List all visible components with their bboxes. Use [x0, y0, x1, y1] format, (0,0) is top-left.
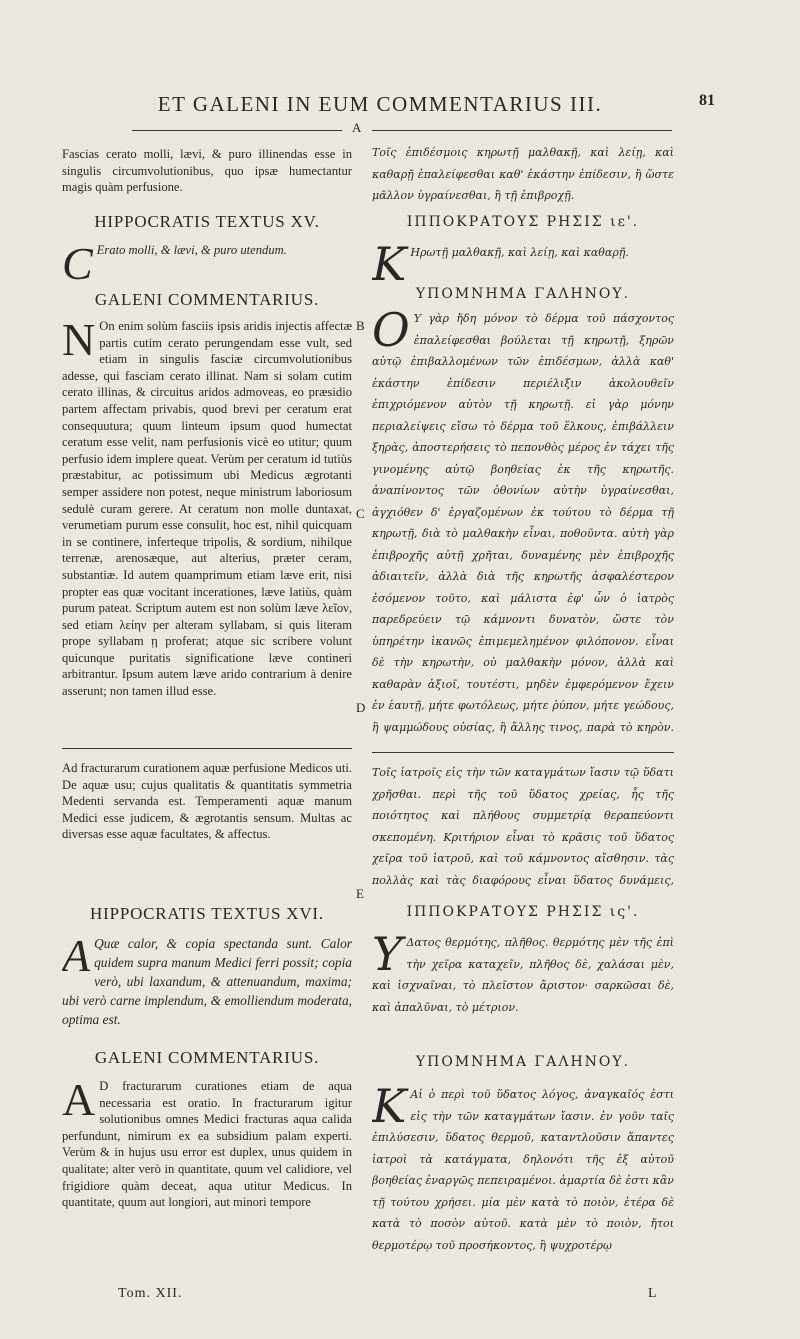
- greek-commentary-heading-2: ΥΠΟΜΝΗΜΑ ΓΑΛΗΝΟΥ.: [415, 1054, 631, 1070]
- greek-heading-rhesis-xvi: ΙΠΠΟΚΡΑΤΟΥΣ ΡΗΣΙΣ ις'.: [406, 904, 640, 920]
- latin-commentary-2: [62, 1078, 352, 1228]
- latin-commentary-1-body: On enim solùm fasciis ipsis aridis injectis affectæ partis cutim cerato perungendam esse vult, sed etiam in singulis fasciæ circumvolutionibus adesse, qui fasciam cerato illinat. Nam si solam cutim cerato illinas, & circuitus aridos admoveas, eo præsidio partem affectam privabis, quod brevi per ceratum erat consequutura; quum linteum ipsum quod humectat ceratum esse velit, nam perfusionis vicè eo utitur; quum perfusio idem implere queat. Verùm per ceratum id tutiùs præstabitur, ac potissimum ubi Medicus ægrotanti semper assidere non potest, neque ministrum laboriosum sedulè curam gerere. At ceratum non molle duntaxat, verumetiam purum esse consulit, hoc est, nihil quicquam in se continere, inferteque tripolis, & sordium, nihilque terrenæ, arenosæque, aut alterius, præter ceram, substantiæ. Id autem quamprimum etiam læve erit, nisi propter eas quæ vocitant incerationes, læve latiùs, quàm purum pateat. Scriptum autem est non solùm læve λεῖον, sed etiam λείην per alteram syllabam, si quis literam prope syllabam ῃ proferat; atque sic scribere volunt quicunque puritatis significatione læve contineri arbitrantur. Ipsum autem læve arido contrarium à denire asserunt; non tamen illud esse.: [62, 319, 352, 699]
- dropcap: Κ: [372, 1084, 407, 1133]
- greek-column: [372, 142, 674, 740]
- greek-commentary-1: [372, 308, 674, 740]
- dropcap: Υ: [372, 932, 403, 981]
- page-number: 81: [699, 92, 715, 109]
- latin-intro: Fascias cerato molli, lævi, & puro illinendas esse in singulis circumvolutionibus, quo ipsæ humectantur magis quàm perfusione.: [62, 147, 352, 195]
- latin-commentary-2-body: D fracturarum curationes etiam de aqua necessaria est oratio. In fracturarum igitur solutionibus omnes Medici fracturas aqua calida perfundunt, nimirum ex ea subsidium palam experti. Verùm & in hujus usu error est duplex, unus quidem in qualitate; alter verò in quantitate, quum vel calidiore, vel frigidiore quàm deceat, aqua utitur Medicus. In quantitate, quum aut longiori, aut minori tempore: [62, 1079, 352, 1210]
- dropcap: N: [62, 318, 96, 365]
- greek-summary-xvi: Τοῖς ἰατροῖς εἰς τὴν τῶν καταγμάτων ἴασιν τῷ ὕδατι χρῆσθαι. περὶ τῆς τοῦ ὕδατος χρείας, ἧς τῆς ποιότητος καὶ πλήθους συμμετρίᾳ θεραπεύοντι σκεπομένη. Κριτήριον εἶναι τὸ κρᾶσις τοῦ ὕδατος χεῖρα τοῦ ἰατροῦ, καὶ τοῦ κάμνοντος αἴσθησιν. τὰς πολλὰς καὶ τὰς διαφόρους εἶναι ὕδατος δυνάμεις,: [372, 766, 674, 887]
- greek-text-xvi: [372, 932, 674, 1042]
- section-rule-left: [62, 748, 352, 749]
- dropcap: A: [62, 1078, 96, 1125]
- latin-column: [62, 146, 352, 716]
- greek-commentary-2-body: Αἰ ὁ περὶ τοῦ ὕδατος λόγος, ἀναγκαῖός ἐστι εἰς τὴν τῶν καταγμάτων ἴασιν. ἐν γοῦν ταῖς ἐπιλύσεσιν, ὕδατος θερμοῦ, καταντλοῦσιν ἅπαντες ἰατροὶ τὰ κατάγματα, δηλονότι τῆς ἐξ αὐτοῦ βοηθείας ἐναργῶς πεπειραμένοι. ἁμαρτία δὲ ἐστι κἂν τῇ τούτου χρήσει. μία μὲν κατὰ τὸ ποιὸν, ἑτέρα δὲ κατὰ τὸ ποσὸν αὐτοῦ. κατὰ μὲν τὸ ποιὸν, ἤτοι θερμοτέρῳ τοῦ προσήκοντος, ἢ ψυχροτέρῳ: [372, 1088, 674, 1252]
- greek-commentary-heading-1: ΥΠΟΜΝΗΜΑ ΓΑΛΗΝΟΥ.: [415, 286, 631, 302]
- dropcap: A: [62, 934, 91, 981]
- latin-commentary-heading-1: GALENI COMMENTARIUS.: [94, 290, 320, 309]
- greek-text-xv: [372, 242, 674, 282]
- latin-heading-text-xvi: HIPPOCRATIS TEXTUS XVI.: [90, 904, 324, 923]
- dropcap: Ο: [372, 308, 410, 357]
- latin-column-lower: [62, 760, 352, 1228]
- latin-text-xvi: [62, 934, 352, 1034]
- latin-commentary-heading-2: GALENI COMMENTARIUS.: [94, 1048, 320, 1067]
- signature-mark-left: Tom. XII.: [118, 1286, 183, 1301]
- latin-text-xv-body: Erato molli, & lævi, & puro utendum.: [96, 243, 287, 257]
- latin-text-xv: [62, 242, 352, 282]
- greek-commentary-1-body: Υ γὰρ ἤδη μόνον τὸ δέρμα τοῦ πάσχοντος ἐπαλείφεσθαι βούλεται τῇ κηρωτῇ, ξηρῶν αὐτῷ ἐπιβαλλομένων τῶν ἐπιδέσμων, ἀλλὰ καθ' ἑκάστην ἐπίδεσιν περιέλιξιν ἀκολουθεῖν ἐπιχριόμενον αὐτὸν τῇ κηρωτῇ. εἰ γὰρ μόνην περιαλείψεις εἴσω τὸ δέρμα τοῦ ἕλκους, ἐπιβάλλειν ξηρὰς, ἀποστερήσεις τὸ πεπονθὸς μέρος ἐν τάχει τῆς γινομένης αὐτῷ βοηθείας ἐκ τῆς κηρωτῆς. ἀναπίνοντος τῶν ὀθονίων αὐτὴν ὑγραίνεσθαι, ἀγχιόθεν δ' ἐργαζομένων ἐκ τούτου τὸ δέρμα τῇ κηρωτῇ, διὰ τὸ μαλθακὴν εἶναι, ποθοῦντα. αὐτὴ γὰρ ἐπιβροχῆς αὐτῇ χρῆται, δυναμένης μὲν ἐπιβροχῆς ἀδιαιτεῖν, ἀλλὰ διὰ τῆς κηρωτῆς ἀσφαλέστερον ἐσόμενον τοῦτο, καὶ μάλιστα ἐφ' ὧν ὁ ἰατρὸς παρεδρεύειν τῷ κάμνοντι δυνατὸν, ὥστε τὸν ὑπηρέτην ἱκανῶς ἐπιμεμελημένον φιλόπονον. εἶναι δὲ τὴν κηρωτὴν, οὐ μαλθακὴν μόνον, ἀλλὰ καὶ καθαρὰν ἀξιοῖ, τουτέστι, μηδὲν ἐμφερόμενον ἔχειν ἐν ἑαυτῇ, μήτε φωτόλεως, μήτε ῥύπον, μήτε γεώδους, ἢ ψαμμώδους οὐσίας, ἢ ἄλλης τινος, παρὰ τὸ κηρὸν.: [372, 312, 674, 734]
- running-head: [0, 92, 800, 122]
- latin-commentary-1: [62, 318, 352, 716]
- greek-column-lower: [372, 762, 674, 1256]
- greek-intro: Τοῖς ἐπιδέσμοις κηρωτῇ μαλθακῇ, καὶ λείῃ, καὶ καθαρῇ ἐπαλείφεσθαι καθ' ἑκάστην ἐπίδεσιν, ἢ ὥστε μᾶλλον ὑγραίνεσθαι, ἢ τῇ ἐπιβροχῇ.: [372, 146, 674, 202]
- greek-text-xvi-body: Δατος θερμότης, πλῆθος. θερμότης μὲν τῆς ἐπὶ τὴν χεῖρα καταχεῖν, πλῆθος δὲ, χαλάσαι μὲν, καὶ ἰσχναῖναι, τὸ πλεῖστον ἄριστον· σαρκῶσαι δὲ, καὶ ἁπαλῦναι, τὸ μέτριον.: [372, 936, 674, 1014]
- margin-marker-d: D: [356, 700, 366, 715]
- margin-marker-b: B: [356, 318, 365, 333]
- dropcap: C: [62, 242, 93, 282]
- head-rule-left: [132, 130, 342, 131]
- dropcap: Κ: [372, 242, 407, 282]
- greek-commentary-2: [372, 1084, 674, 1256]
- margin-marker-c: C: [356, 506, 365, 521]
- signature-mark-right: L: [648, 1286, 658, 1301]
- latin-text-xvi-body: Quæ calor, & copia spectanda sunt. Calor quidem supra manum Medici ferri possit; copia verò, ubi laxandum, & attenuandum, maxima; ubi verò carne implendum, & emolliendum moderata, optima est.: [62, 936, 352, 1027]
- latin-heading-text-xv: HIPPOCRATIS TEXTUS XV.: [94, 212, 320, 231]
- margin-marker-a: A: [352, 120, 362, 135]
- margin-marker-e: E: [356, 886, 364, 901]
- latin-summary-xvi: Ad fracturarum curationem aquæ perfusione Medicos uti. De aquæ usu; cujus qualitatis & quantitatis symmetria Medenti servanda est. Temperamenti aquæ manum Medici esse judicem, & ægrotantis sensum. Multas ac diversas esse aquæ facultates, & affectus.: [62, 761, 352, 842]
- running-title: ET GALENI IN EUM COMMENTARIUS III.: [157, 92, 603, 116]
- greek-heading-rhesis-xv: ΙΠΠΟΚΡΑΤΟΥΣ ΡΗΣΙΣ ιε'.: [406, 214, 640, 230]
- greek-text-xv-body: Ηρωτῇ μαλθακῇ, καὶ λείῃ, καὶ καθαρῇ.: [410, 246, 629, 259]
- head-rule-right: [372, 130, 672, 131]
- section-rule-right: [372, 752, 674, 753]
